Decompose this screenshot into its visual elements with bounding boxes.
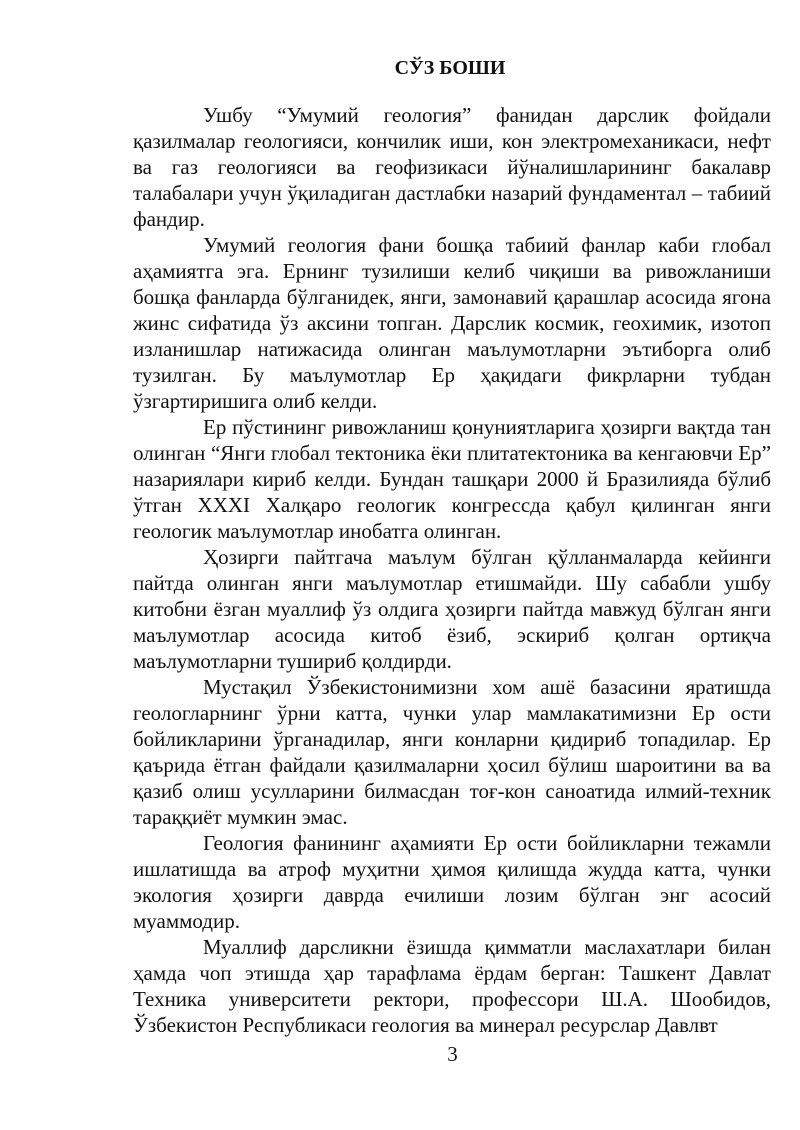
page-title: СЎЗ БОШИ — [394, 57, 506, 79]
paragraph-5: Мустақил Ўзбекистонимизни хом ашё базасини яратишда геологларнинг ўрни катта, чунки улар мамлакатимизни Ер ости бойликларини ўрганадилар, янги конларни қидириб топадилар. Ер қаърида ётган файдали қазилмаларни ҳосил бўлиш шароитини ва ва қазиб олиш усулларини билмасдан тоғ-кон саноатида илмий-техник тараққиёт мумкин эмас. — [133, 675, 771, 829]
body-text — [133, 102, 771, 1038]
paragraph-7: Муаллиф дарсликни ёзишда қимматли маслахатлари билан ҳамда чоп этишда ҳар тарафлама ёрдам берган: Ташкент Давлат Техника университети ректори, профессори Ш.А. Шообидов, Ўзбекистон Республикаси геология ва минерал ресурслар Давлвт — [133, 935, 771, 1037]
page-number: 3 — [447, 1042, 458, 1066]
paragraph-4: Ҳозирги пайтгача маълум бўлган қўлланмаларда кейинги пайтда олинган янги маълумотлар етишмайди. Шу сабабли ушбу китобни ёзган муаллиф ўз олдига ҳозирги пайтда мавжуд бўлган янги маълумотлар асосида китоб ёзиб, эскириб қолган ортиқча маълумотларни тушириб қолдирди. — [133, 545, 771, 673]
paragraph-1: Ушбу “Умумий геология” фанидан дарслик фойдали қазилмалар геологияси, кончилик иши, кон электромеханикаси, нефт ва газ геологияси ва геофизикаси йўналишларининг бакалавр талабалари учун ўқиладиган дастлабки назарий фундаментал – табиий фандир. — [133, 103, 771, 231]
paragraph-2: Умумий геология фани бошқа табиий фанлар каби глобал аҳамиятга эга. Ернинг тузилиши келиб чиқиши ва ривожланиши бошқа фанларда бўлганидек, янги, замонавий қарашлар асосида ягона жинс сифатида ўз аксини топган. Дарслик космик, геохимик, изотоп изланишлар натижасида олинган маълумотларни эътиборга олиб тузилган. Бу маълумотлар Ер ҳақидаги фикрларни тубдан ўзгартиришига олиб келди. — [133, 233, 771, 413]
paragraph-3: Ер пўстининг ривожланиш қонуниятларига ҳозирги вақтда тан олинган “Янги глобал тектоника ёки плитатектоника ва кенгаювчи Ер” назариялари кириб келди. Бундан ташқари 2000 й Бразилияда бўлиб ўтган XXXI Халқаро геологик конгрессда қабул қилинган янги геологик маълумотлар инобатга олинган. — [133, 415, 771, 543]
paragraph-6: Геология фанининг аҳамияти Ер ости бойликларни тежамли ишлатишда ва атроф муҳитни ҳимоя қилишда жудда катта, чунки экология ҳозирги даврда ечилиши лозим бўлган энг асосий муаммодир. — [133, 831, 771, 933]
